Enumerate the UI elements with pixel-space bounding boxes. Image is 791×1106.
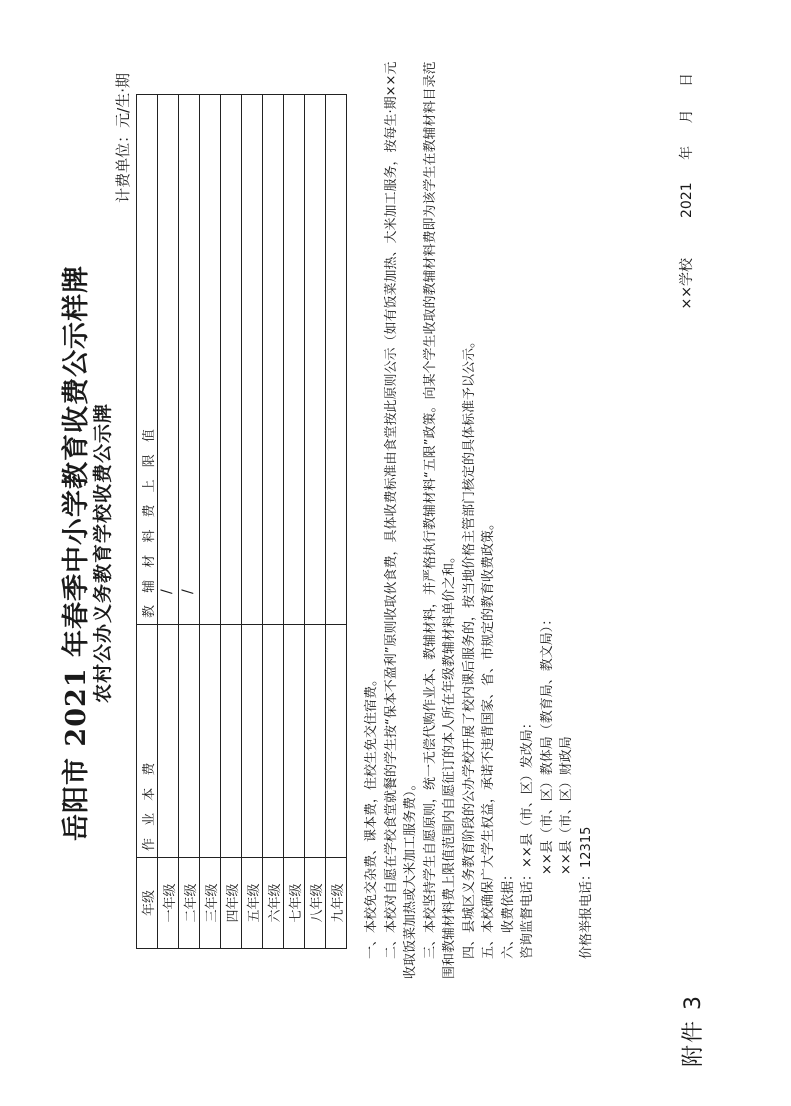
materials-cell <box>283 95 304 625</box>
grade-cell: 九年级 <box>325 858 346 949</box>
fee-table <box>136 94 347 949</box>
table-row <box>283 95 304 949</box>
homework-cell <box>283 625 304 858</box>
materials-cell <box>157 95 178 625</box>
table-row <box>262 95 283 949</box>
school-name: ××学校 <box>678 257 695 310</box>
homework-cell <box>241 625 262 858</box>
note-2: 二、本校对自愿在学校食堂就餐的学生按“保本不盈利”原则收取伙食费，具体收费标准由食堂按此原则公示（如有饭菜加热、大米加工服务，按每生·期××元收取饭菜加热或大米加工服务费）。 <box>383 61 418 979</box>
table-row <box>325 95 346 949</box>
footer-signature <box>676 73 696 349</box>
homework-cell <box>178 625 199 858</box>
note-1: 一、本校免交杂费、课本费，住校生免交住宿费。 <box>363 672 379 959</box>
homework-cell <box>325 625 346 858</box>
materials-cell <box>220 95 241 625</box>
notes-section <box>362 54 596 979</box>
table-row <box>178 95 199 949</box>
page-title: 岳阳市 2021 年春季中小学教育收费公示样牌 <box>60 265 92 841</box>
header-materials: 教 辅 材 料 费 上 限 值 <box>136 95 157 625</box>
billing-unit: 计费单位：元/生·期 <box>113 73 132 203</box>
note-6: 六、收费依据： <box>500 867 515 959</box>
rotated-document <box>36 33 756 1073</box>
grade-cell: 七年级 <box>283 858 304 949</box>
table-row <box>241 95 262 949</box>
table-header-row <box>136 95 157 949</box>
homework-cell <box>220 625 241 858</box>
table-row <box>304 95 325 949</box>
header-grade: 年级 <box>136 858 157 949</box>
table-row <box>220 95 241 949</box>
homework-cell <box>157 625 178 858</box>
note-5: 五、本校确保广大学生权益，承诺不违背国家、省、市规定的教育收费政策。 <box>480 516 496 959</box>
header-homework: 作 业 本 费 <box>136 625 157 858</box>
consult-label: 咨询监督电话： <box>519 867 535 959</box>
consult-line <box>518 54 538 979</box>
issue-date: 2021 年 月 日 <box>678 73 695 218</box>
homework-cell <box>262 625 283 858</box>
materials-cell <box>178 95 199 625</box>
grade-cell: 三年级 <box>199 858 220 949</box>
table-row <box>157 95 178 949</box>
note-4: 四、县城区义务教育阶段的公办学校开展了校内课后服务的，按当地价格主管部门核定的具体标准予以公示。 <box>461 334 476 959</box>
materials-cell <box>241 95 262 625</box>
grade-cell: 八年级 <box>304 858 325 949</box>
consult-education: ××县（市、区）教体局（教育局、教文局）： <box>539 612 554 875</box>
grade-cell: 二年级 <box>178 858 199 949</box>
slash-mark: / <box>158 589 175 594</box>
consult-dev-reform: ××县（市、区）发改局： <box>519 716 535 868</box>
grade-cell: 五年级 <box>241 858 262 949</box>
table-row <box>199 95 220 949</box>
materials-cell <box>262 95 283 625</box>
slash-mark: / <box>179 589 196 594</box>
consult-finance: ××县（市、区）财政局 <box>558 736 574 875</box>
homework-cell <box>199 625 220 858</box>
materials-cell <box>325 95 346 625</box>
materials-cell <box>199 95 220 625</box>
grade-cell: 四年级 <box>220 858 241 949</box>
price-hotline: 价格举报电话：12315 <box>578 826 593 959</box>
annex-label: 附件 3 <box>680 994 706 1067</box>
homework-cell <box>304 625 325 858</box>
grade-cell: 六年级 <box>262 858 283 949</box>
page-subtitle: 农村公办义务教育学校收费公示牌 <box>91 403 114 704</box>
materials-cell <box>304 95 325 625</box>
grade-cell: 一年级 <box>157 858 178 949</box>
note-3: 三、本校坚持学生自愿原则，统一无偿代购作业本、教辅材料，并严格执行教辅材料“五限”政策。向某个学生收取的教辅材料费即为该学生在教辅材料目录范围和教辅材料费上限值范围内自愿征订的本人所在年级教辅材料单价之和。 <box>422 61 457 979</box>
